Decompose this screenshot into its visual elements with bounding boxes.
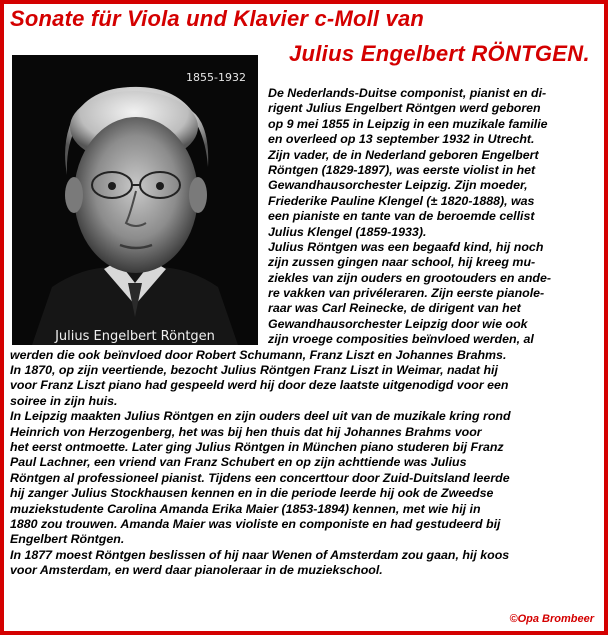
article-line: re vakken van privéleraren. Zijn eerste pianole-: [268, 286, 545, 301]
article-line: rigent Julius Engelbert Röntgen werd geboren: [268, 101, 541, 116]
portrait-years: 1855-1932: [186, 71, 246, 84]
article-line: voor Amsterdam, en werd daar pianoleraar in de muziekschool.: [10, 563, 383, 578]
article-line: Heinrich von Herzogenberg, het was bij hen thuis dat hij Johannes Brahms voor: [10, 424, 482, 439]
portrait-caption: Julius Engelbert Röntgen: [55, 329, 215, 344]
title-line-1: Sonate für Viola und Klavier c-Moll van: [10, 6, 425, 31]
article-line: Paul Lachner, een vriend van Franz Schubert en op zijn achttiende was Julius: [10, 455, 467, 470]
article-line: het eerst ontmoette. Later ging Julius Röntgen in München piano studeren bij Franz: [10, 439, 504, 454]
article-line: Zijn vader, de in Nederland geboren Engelbert: [268, 147, 539, 162]
article-line: Friederike Pauline Klengel (± 1820-1888), was: [268, 193, 535, 208]
article-line: Gewandhausorchester Leipzig door wie ook: [268, 316, 528, 331]
article-line: Julius Röntgen was een begaafd kind, hij noch: [268, 239, 544, 254]
article-line: muziekstudente Carolina Amanda Erika Maier (1853-1894) kennen, met wie hij in: [10, 501, 481, 516]
article-line: voor Franz Liszt piano had gespeeld werd hij door deze laatste uitgenodigd voor een: [10, 378, 509, 393]
article-line: Röntgen (1829-1897), was eerste violist in het: [268, 162, 536, 177]
article-line: zijn vroege composities beïnvloed werden, al: [268, 332, 534, 347]
article-line: In Leipzig maakten Julius Röntgen en zijn ouders deel uit van de muzikale kring rond: [10, 409, 511, 424]
title-line-2: Julius Engelbert RÖNTGEN.: [289, 41, 590, 66]
article-line: Gewandhausorchester Leipzig. Zijn moeder,: [268, 178, 528, 193]
article-line: hij zanger Julius Stockhausen kennen en in die periode leerde hij ook de Zweedse: [10, 486, 494, 501]
article-line: ziekles van zijn ouders en grootouders en ande-: [268, 270, 551, 285]
article-line: op 9 mei 1855 in Leipzig in een muzikale familie: [268, 116, 548, 131]
article-line: soiree in zijn huis.: [10, 393, 118, 408]
article-line: raar was Carl Reinecke, de dirigent van het: [268, 301, 521, 316]
article-body: [10, 86, 598, 579]
article-line: Julius Klengel (1859-1933).: [268, 224, 427, 239]
article-line: Röntgen al professioneel pianist. Tijdens een concerttour door Zuid-Duitsland leerde: [10, 470, 510, 485]
article-line: In 1870, op zijn veertiende, bezocht Julius Röntgen Franz Liszt in Weimar, nadat hij: [10, 363, 498, 378]
article-line: In 1877 moest Röntgen beslissen of hij naar Wenen of Amsterdam zou gaan, hij koos: [10, 547, 510, 562]
article-line: zijn zussen gingen naar school, hij kreeg mu-: [268, 255, 536, 270]
article-line: 1880 zou trouwen. Amanda Maier was violiste en componiste en had gestudeerd bij: [10, 516, 501, 531]
article-line: Engelbert Röntgen.: [10, 532, 125, 547]
article-line: De Nederlands-Duitse componist, pianist en di-: [268, 86, 547, 100]
article-line: werden die ook beïnvloed door Robert Schumann, Franz Liszt en Johannes Brahms.: [10, 347, 507, 362]
signature: ©Opa Brombeer: [509, 613, 594, 625]
article-line: een pianiste en tante van de beroemde cellist: [268, 209, 535, 224]
article-line: en overleed op 13 september 1932 in Utrecht.: [268, 132, 535, 147]
